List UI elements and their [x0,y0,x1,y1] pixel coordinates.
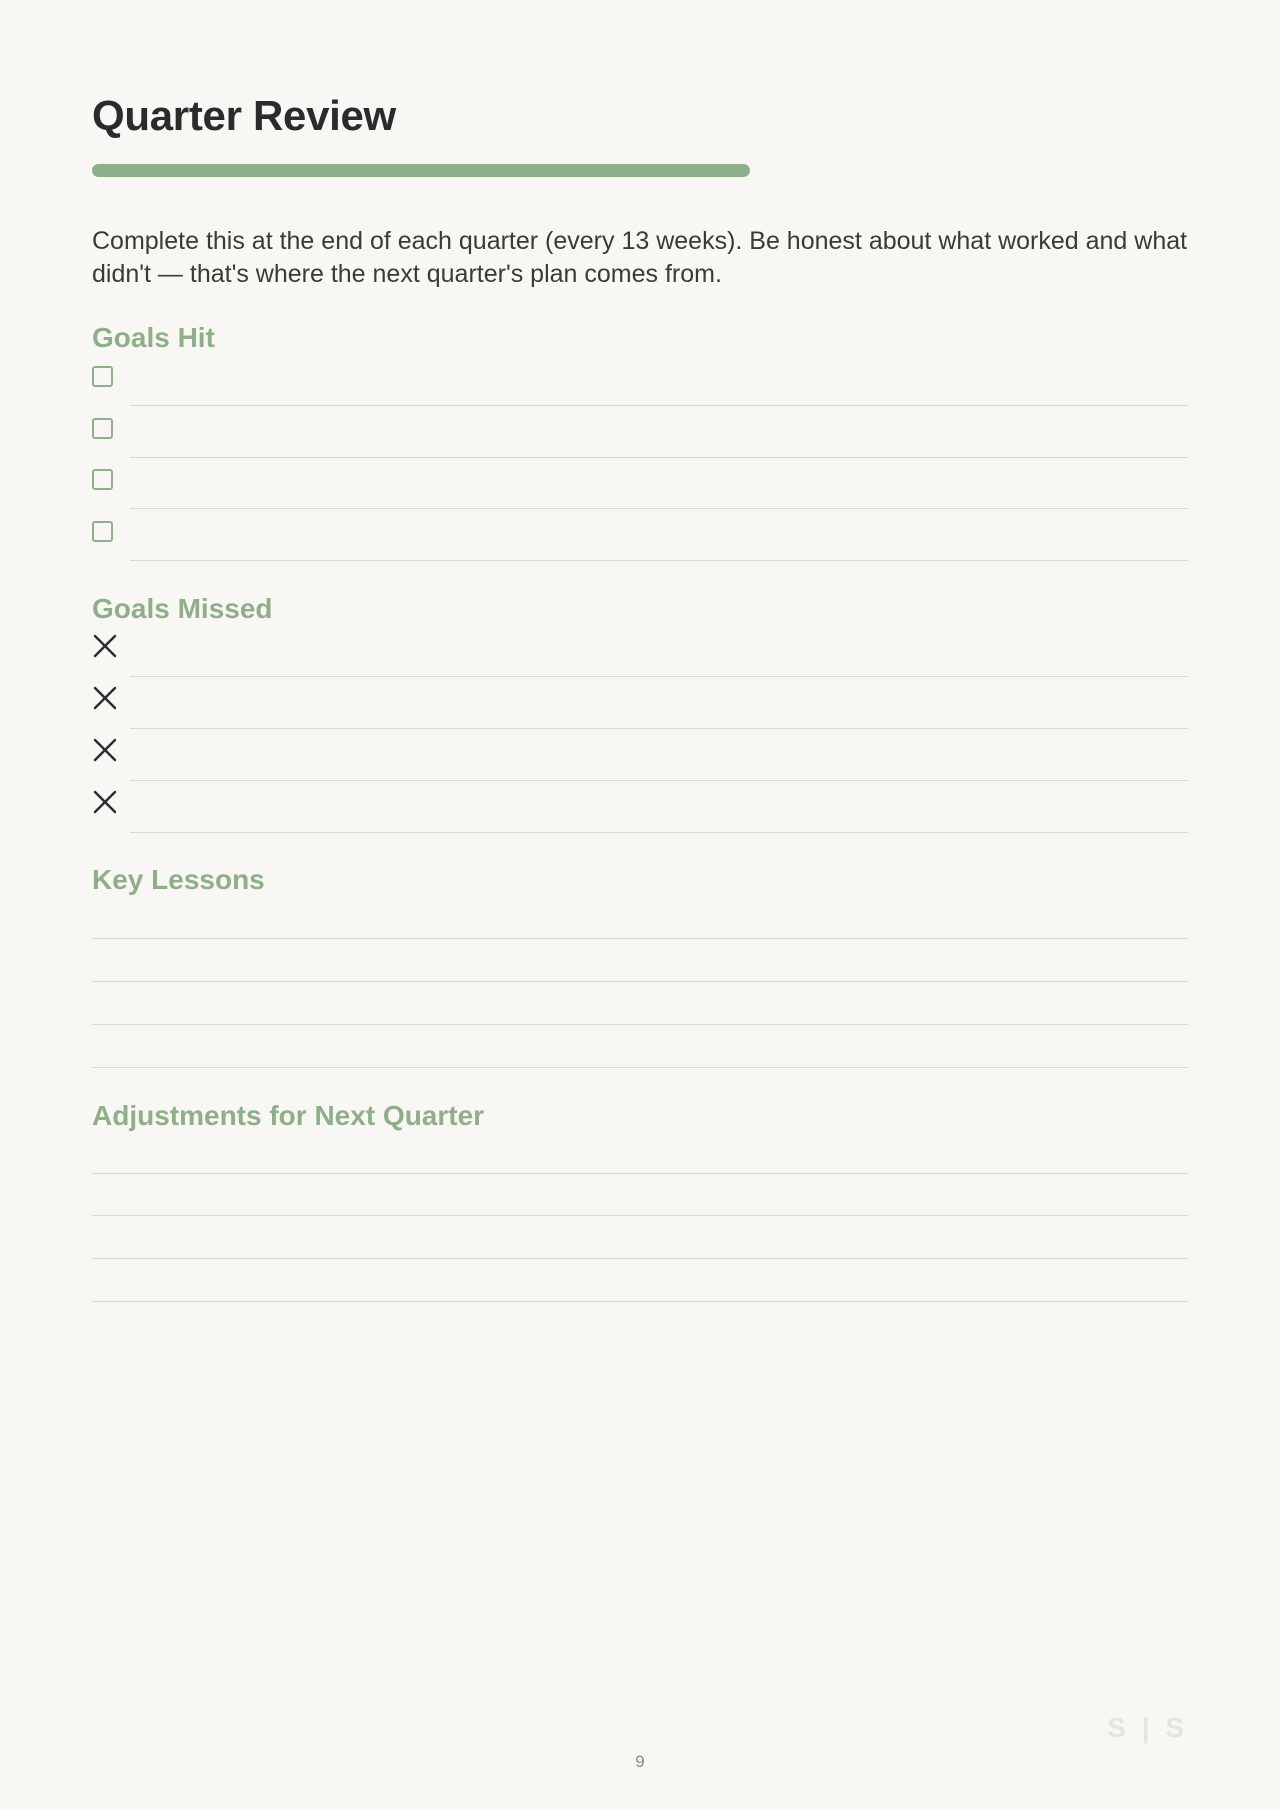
write-line[interactable] [130,560,1188,561]
checkbox-icon[interactable] [92,418,113,439]
goals-missed-row[interactable] [92,781,1188,833]
adjustments-heading: Adjustments for Next Quarter [92,1100,485,1131]
page [92,0,1188,1810]
brand-watermark: S | S [1107,1712,1188,1743]
x-mark-icon [92,633,118,659]
goals-missed-row[interactable] [92,677,1188,729]
page-number: 9 [635,1752,645,1771]
goals-hit-row[interactable] [92,406,1188,458]
write-line[interactable] [130,832,1188,833]
checkbox-icon[interactable] [92,366,113,387]
write-line[interactable] [92,1024,1188,1025]
write-line[interactable] [92,1301,1188,1302]
write-line[interactable] [92,1215,1188,1216]
goals-hit-row[interactable] [92,354,1188,406]
checkbox-icon[interactable] [92,521,113,542]
x-mark-icon [92,685,118,711]
goals-missed-row[interactable] [92,625,1188,677]
write-line[interactable] [92,1173,1188,1174]
goals-hit-heading: Goals Hit [92,322,215,353]
checkbox-icon[interactable] [92,469,113,490]
goals-hit-row[interactable] [92,457,1188,509]
write-line[interactable] [92,1067,1188,1068]
goals-missed-heading: Goals Missed [92,593,273,624]
goals-hit-row[interactable] [92,509,1188,561]
write-line[interactable] [92,938,1188,939]
x-mark-icon [92,789,118,815]
write-line[interactable] [92,1258,1188,1259]
title-accent-bar [92,164,750,177]
write-line[interactable] [92,981,1188,982]
page-title: Quarter Review [92,92,396,139]
key-lessons-heading: Key Lessons [92,864,265,895]
goals-missed-row[interactable] [92,729,1188,781]
x-mark-icon [92,737,118,763]
intro-text: Complete this at the end of each quarter (every 13 weeks). Be honest about what worked and what didn't — that's where the next quarter's plan comes from. [92,227,1188,288]
